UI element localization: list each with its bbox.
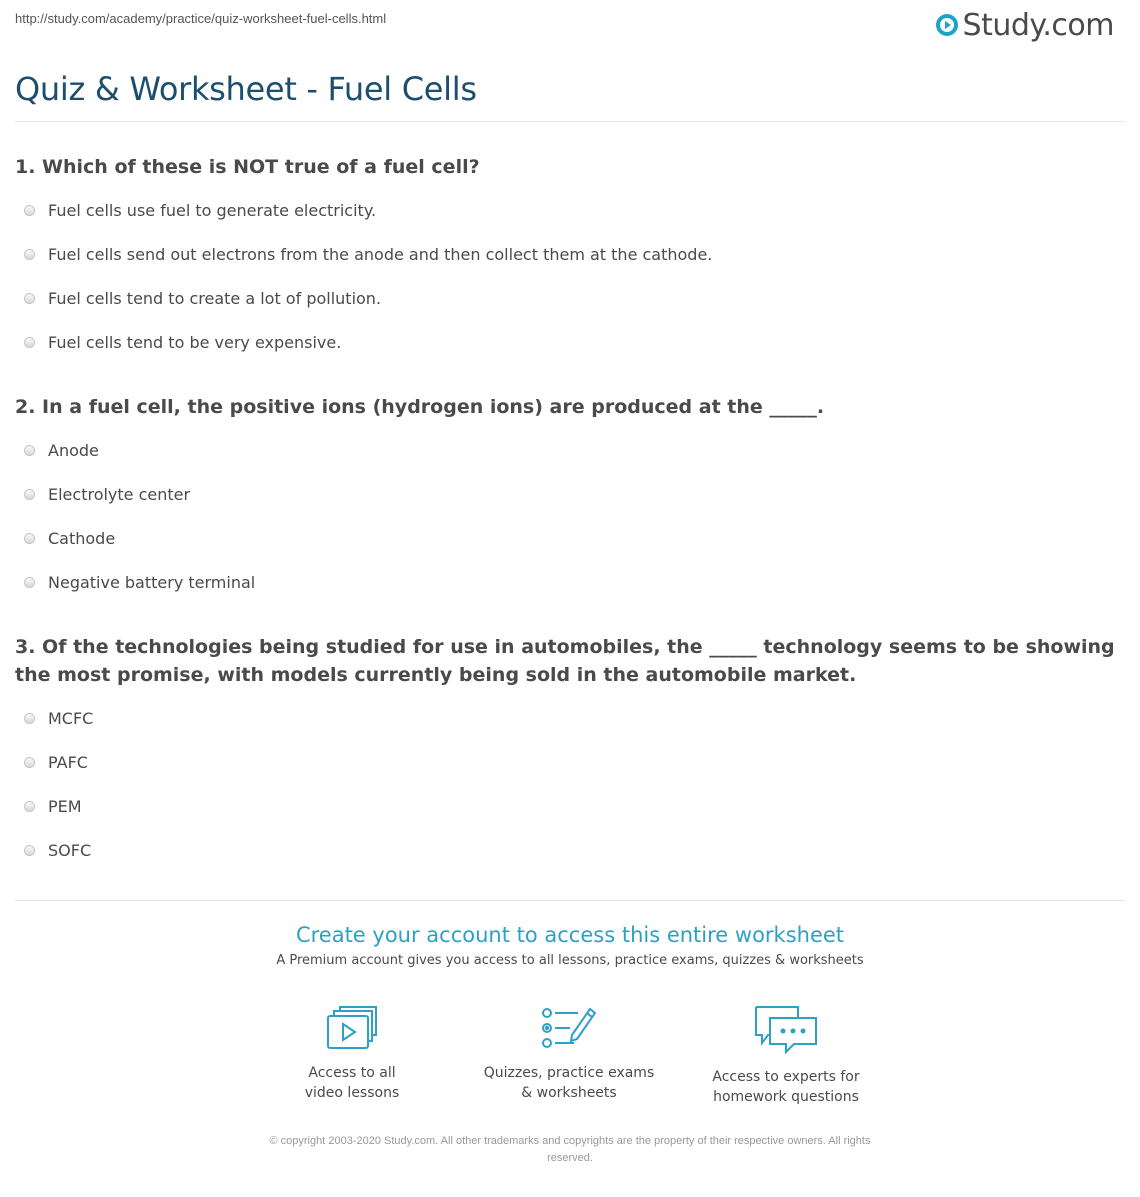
- option-label: Fuel cells tend to create a lot of pollution.: [48, 288, 382, 308]
- feature-quizzes: [474, 1005, 664, 1103]
- radio-button[interactable]: [24, 445, 35, 456]
- option-label: Fuel cells tend to be very expensive.: [48, 332, 342, 352]
- question-3: 3. Of the technologies being studied for use in automobiles, the _____ technology seems to be showing the most promise, with models currently being sold in the automobile market.: [15, 636, 1115, 686]
- q1-option-2[interactable]: [24, 243, 712, 265]
- option-label: Electrolyte center: [48, 484, 191, 504]
- q2-option-4[interactable]: [24, 571, 255, 593]
- feature-label-line2: & worksheets: [521, 1085, 617, 1101]
- option-label: PAFC: [48, 752, 88, 772]
- radio-button[interactable]: [24, 533, 35, 544]
- q2-option-3[interactable]: [24, 527, 115, 549]
- copyright-footer: [210, 1133, 930, 1167]
- cta-subtitle: A Premium account gives you access to all lessons, practice exams, quizzes & worksheets: [276, 953, 864, 968]
- q2-option-1[interactable]: [24, 439, 99, 461]
- feature-experts: [691, 1005, 881, 1107]
- q2-option-2[interactable]: [24, 483, 190, 505]
- option-label: Fuel cells use fuel to generate electricity.: [48, 200, 377, 220]
- page-title: Quiz & Worksheet - Fuel Cells: [15, 70, 477, 108]
- option-label: MCFC: [48, 708, 94, 728]
- question-2: 2. In a fuel cell, the positive ions (hydrogen ions) are produced at the _____.: [15, 396, 825, 418]
- option-label: Anode: [48, 440, 99, 460]
- q1-option-4[interactable]: [24, 331, 341, 353]
- q3-option-1[interactable]: [24, 707, 93, 729]
- play-logo-icon: [935, 13, 959, 37]
- feature-label-line1: Access to experts for: [712, 1069, 860, 1085]
- radio-button[interactable]: [24, 489, 35, 500]
- option-label: Cathode: [48, 528, 116, 548]
- radio-button[interactable]: [24, 801, 35, 812]
- radio-button[interactable]: [24, 577, 35, 588]
- title-divider: [15, 121, 1125, 122]
- feature-label-line1: Quizzes, practice exams: [483, 1065, 655, 1081]
- radio-button[interactable]: [24, 713, 35, 724]
- feature-label-line1: Access to all: [308, 1065, 396, 1081]
- cta-title-link[interactable]: Create your account to access this entire worksheet: [295, 923, 845, 947]
- logo-text: Study.com: [962, 7, 1114, 43]
- radio-button[interactable]: [24, 337, 35, 348]
- chat-bubbles-icon: [754, 1005, 818, 1055]
- q3-option-2[interactable]: [24, 751, 88, 773]
- q1-option-1[interactable]: [24, 199, 376, 221]
- feature-video-lessons: [257, 1005, 447, 1103]
- footer-line1: © copyright 2003-2020 Study.com. All other trademarks and copyrights are the property of their respective owners. All rights: [269, 1135, 871, 1147]
- question-1: 1. Which of these is NOT true of a fuel cell?: [15, 156, 480, 178]
- q3-option-4[interactable]: [24, 839, 91, 861]
- quiz-checklist-icon: [540, 1005, 598, 1051]
- feature-label-line2: video lessons: [304, 1085, 400, 1101]
- q3-option-3[interactable]: [24, 795, 82, 817]
- footer-line2: reserved.: [547, 1152, 593, 1164]
- page-url: http://study.com/academy/practice/quiz-worksheet-fuel-cells.html: [15, 11, 387, 26]
- radio-button[interactable]: [24, 249, 35, 260]
- video-lessons-icon: [326, 1005, 378, 1051]
- study-logo[interactable]: [935, 6, 1114, 44]
- radio-button[interactable]: [24, 757, 35, 768]
- cta-divider: [15, 900, 1125, 901]
- option-label: SOFC: [48, 840, 92, 860]
- feature-label-line2: homework questions: [713, 1089, 859, 1105]
- option-label: Negative battery terminal: [48, 572, 256, 592]
- radio-button[interactable]: [24, 845, 35, 856]
- option-label: PEM: [48, 796, 82, 816]
- radio-button[interactable]: [24, 293, 35, 304]
- radio-button[interactable]: [24, 205, 35, 216]
- q1-option-3[interactable]: [24, 287, 381, 309]
- option-label: Fuel cells send out electrons from the anode and then collect them at the cathode.: [48, 244, 713, 264]
